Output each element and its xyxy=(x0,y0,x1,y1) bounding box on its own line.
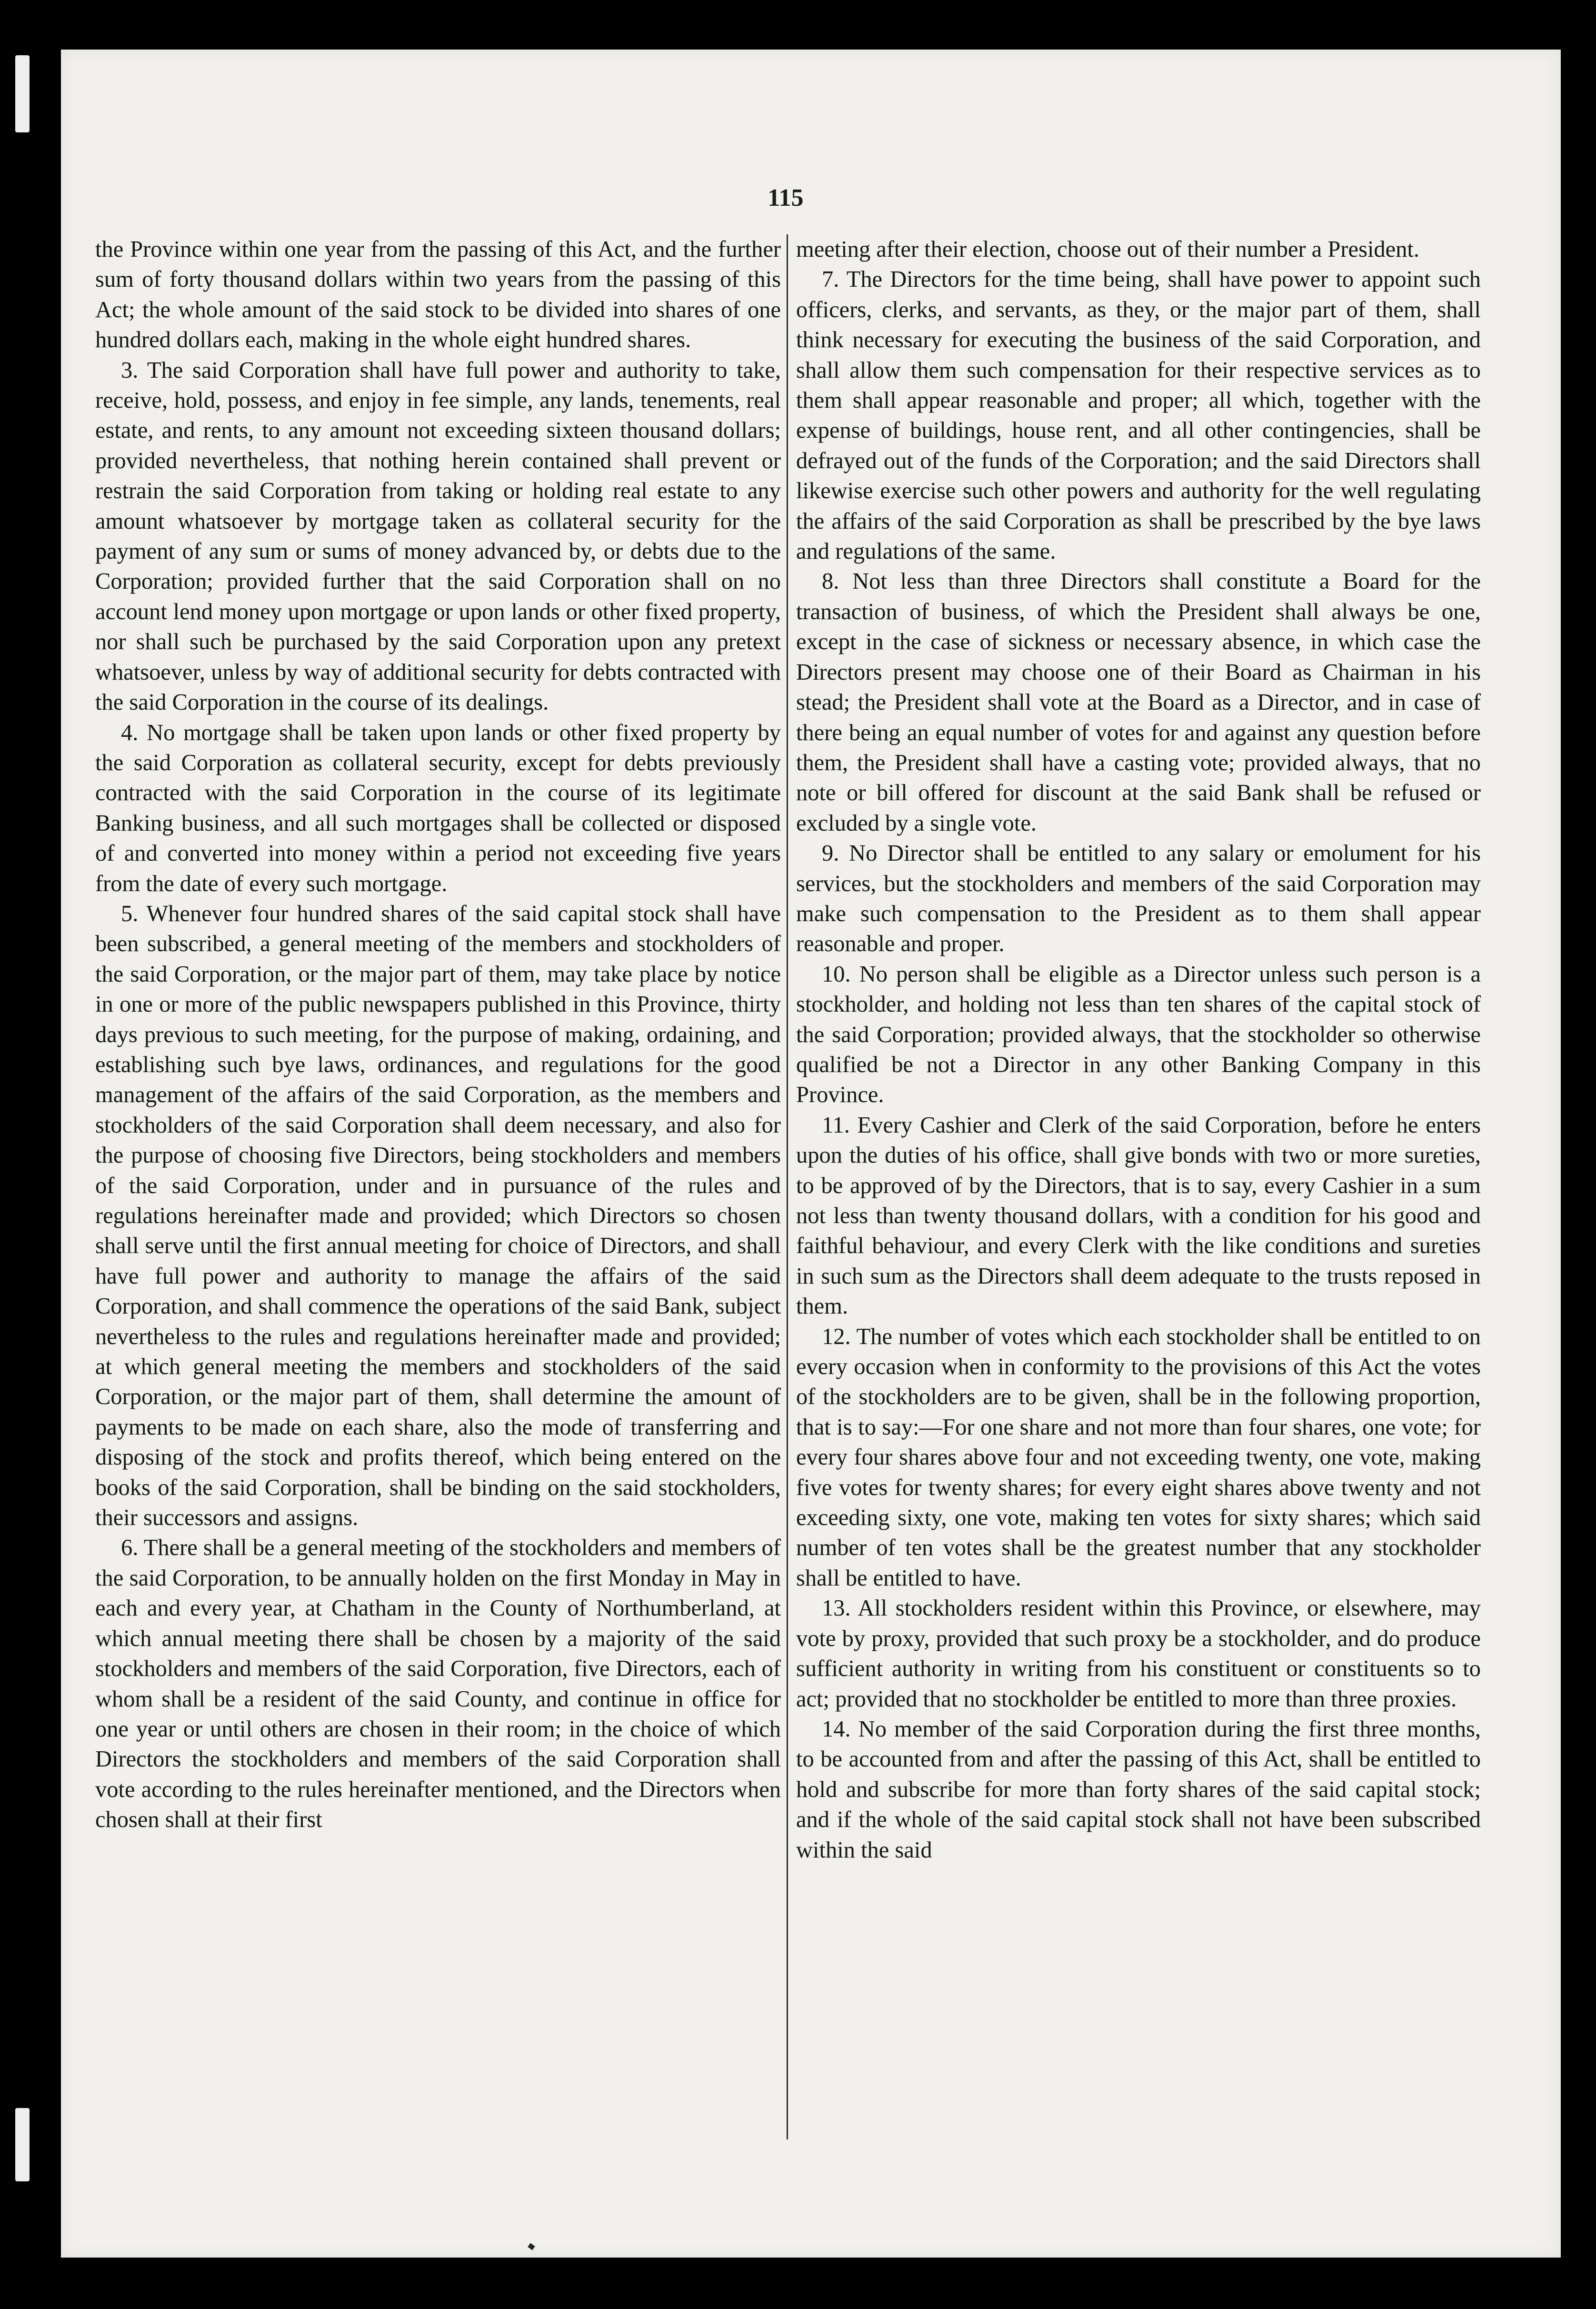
column-divider xyxy=(787,234,788,2139)
right-column xyxy=(796,234,1481,1865)
section-9: 9. No Director shall be entitled to any salary or emolument for his services, but the stockholders and members of the said Corporation may make such compensation to the President as to them shall appear reasonable and proper. xyxy=(796,841,1481,957)
left-column xyxy=(95,234,781,1835)
section-12: 12. The number of votes which each stockholder shall be entitled to on every occasion when in conformity to the provisions of this Act the votes of the stockholders are to be given, shall be in the following proportion, that is to say:—For one share and not more than four shares, one vote; for every four shares above four and not exceeding twenty, one vote, making five votes for twenty shares; for every eight shares above twenty and not exceeding sixty, one vote, making ten votes for sixty shares; which said number of ten votes shall be the greatest number that any stockholder shall be entitled to have. xyxy=(796,1324,1481,1591)
section-14: 14. No member of the said Corporation during the first three months, to be accounted from and after the passing of this Act, shall be entitled to hold and subscribe for more than forty shares of the said capital stock; and if the whole of the said capital stock shall not have been subscribed within the said xyxy=(796,1716,1481,1863)
left-margin-tab-bottom xyxy=(15,2108,30,2181)
section-7: 7. The Directors for the time being, shall have power to appoint such officers, clerks, and servants, as they, or the major part of them, shall think necessary for executing the business of the said Corporation, and shall allow them such compensation for their respective services as to them shall appear reasonable and proper; all which, together with the expense of buildings, house rent, and all other contingencies, shall be defrayed out of the funds of the Corporation; and the said Directors shall likewise exercise such other powers and authority for the well regulating the affairs of the said Corporation as shall be prescribed by the bye laws and regulations of the same. xyxy=(796,267,1481,564)
left-margin-tab-top xyxy=(15,55,30,132)
section-4: 4. No mortgage shall be taken upon lands or other fixed property by the said Corporation as collateral security, except for debts previously contracted with the said Corporation in the course of its legitimate Banking business, and all such mortgages shall be collected or disposed of and converted into money within a period not exceeding five years from the date of every such mortgage. xyxy=(95,720,781,896)
section-10: 10. No person shall be eligible as a Director unless such person is a stockholder, and holding not less than ten shares of the capital stock of the said Corporation; provided always, that the stockholder so otherwise qualified be not a Director in any other Banking Company in this Province. xyxy=(796,961,1481,1108)
section-8: 8. Not less than three Directors shall constitute a Board for the transaction of business, of which the President shall always be one, except in the case of sickness or necessary absence, in which case the Directors present may choose one of their Board as Chairman in his stead; the President shall vote at the Board as a Director, and in case of there being an equal number of votes for and against any question before them, the President shall have a casting vote; provided always, that no note or bill offered for discount at the said Bank shall be refused or excluded by a single vote. xyxy=(796,569,1481,836)
section-13: 13. All stockholders resident within this Province, or elsewhere, may vote by proxy, provided that such proxy be a stockholder, and do produce sufficient authority in writing from his constituent or constituents so to act; provided that no stockholder be entitled to more than three proxies. xyxy=(796,1596,1481,1712)
section-11: 11. Every Cashier and Clerk of the said Corporation, before he enters upon the duties of his office, shall give bonds with two or more sureties, to be approved of by the Directors, that is to say, every Cashier in a sum not less than twenty thousand dollars, with a condition for his good and faithful behaviour, and every Clerk with the like conditions and sureties in such sum as the Directors shall deem adequate to the trusts reposed in them. xyxy=(796,1112,1481,1319)
section-6: 6. There shall be a general meeting of the stockholders and members of the said Corporation, to be annually holden on the first Monday in May in each and every year, at Chatham in the County of Northumberland, at which annual meeting there shall be chosen by a majority of the said stockholders and members of the said Corporation, five Directors, each of whom shall be a resident of the said County, and continue in office for one year or until others are chosen in their room; in the choice of which Directors the stockholders and members of the said Corporation shall vote according to the rules hereinafter mentioned, and the Directors when chosen shall at their first xyxy=(95,1535,781,1833)
page-number: 115 xyxy=(768,184,804,211)
section-5: 5. Whenever four hundred shares of the said capital stock shall have been subscribed, a general meeting of the members and stockholders of the said Corporation, or the major part of them, may take place by notice in one or more of the public newspapers published in this Province, thirty days previous to such meeting, for the purpose of making, ordaining, and establishing such bye laws, ordinances, and regulations for the good management of the affairs of the said Corporation, as the members and stockholders of the said Corporation shall deem necessary, and also for the purpose of choosing five Directors, being stockholders and members of the said Corporation, under and in pursuance of the rules and regulations hereinafter made and provided; which Directors so chosen shall serve until the first annual meeting for choice of Directors, and shall have full power and authority to manage the affairs of the said Corporation, and shall commence the operations of the said Bank, subject nevertheless to the rules and regulations hereinafter made and provided; at which general meeting the members and stockholders of the said Corporation, or the major part of them, shall determine the amount of payments to be made on each share, also the mode of transferring and disposing of the stock and profits thereof, which being entered on the books of the said Corporation, shall be binding on the said stockholders, their successors and assigns. xyxy=(95,901,781,1531)
paragraph-continuation: the Province within one year from the passing of this Act, and the further sum of forty thousand dollars within two years from the passing of this Act; the whole amount of the said stock to be divided into shares of one hundred dollars each, making in the whole eight hundred shares. xyxy=(95,237,781,353)
paragraph-continuation: meeting after their election, choose out of their number a President. xyxy=(796,237,1420,262)
section-3: 3. The said Corporation shall have full power and authority to take, receive, hold, possess, and enjoy in fee simple, any lands, tenements, real estate, and rents, to any amount not exceeding sixteen thousand dollars; provided nevertheless, that nothing herein contained shall prevent or restrain the said Corporation from taking or holding real estate to any amount whatsoever by mortgage taken as collateral security for the payment of any sum or sums of money advanced by, or debts due to the Corporation; provided further that the said Corporation shall on no account lend money upon mortgage or upon lands or other fixed property, nor shall such be purchased by the said Corporation upon any pretext whatsoever, unless by way of additional security for debts contracted with the said Corporation in the course of its dealings. xyxy=(95,357,781,715)
